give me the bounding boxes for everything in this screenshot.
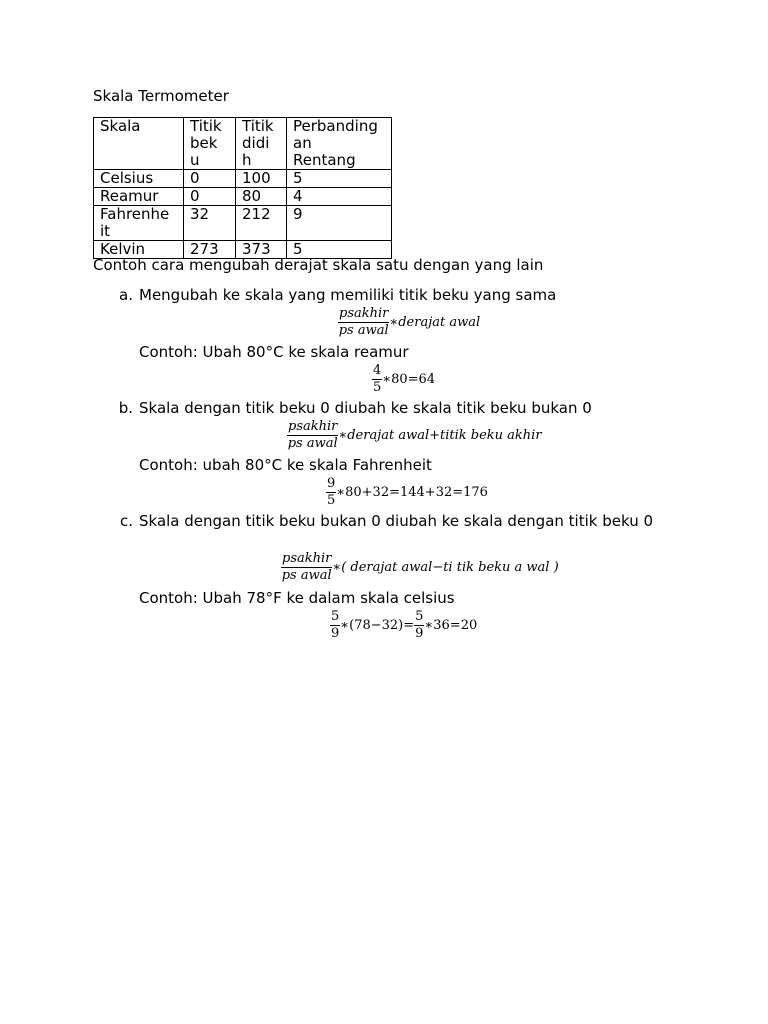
calculation-rest: ∗36=20: [424, 618, 478, 633]
fraction: [287, 419, 338, 452]
table-cell: 5: [287, 241, 392, 259]
intro-paragraph: Contoh cara mengubah derajat skala satu dengan yang lain: [93, 256, 544, 274]
header-titik-beku: Titik bek u: [190, 117, 222, 169]
fraction-numerator: 9: [327, 476, 336, 491]
table-cell: Kelvin: [94, 241, 184, 259]
header-perbandingan-rentang: Perbanding an Rentang: [293, 117, 378, 169]
fraction-numerator: psakhir: [288, 419, 338, 434]
header-skala: Skala: [100, 117, 141, 135]
calculation: [372, 363, 435, 396]
list-marker: a.: [119, 286, 133, 304]
fraction: [338, 306, 389, 339]
table-cell: 5: [287, 170, 392, 188]
cell-text: Fahrenhe it: [100, 205, 170, 240]
formula-rest: ∗derajat awal+titik beku akhir: [338, 428, 542, 443]
document-title: Skala Termometer: [93, 87, 229, 105]
fraction: [330, 609, 340, 642]
table-cell: [94, 206, 184, 241]
fraction-denominator: ps awal: [287, 436, 338, 451]
fraction-numerator: psakhir: [282, 551, 332, 566]
table-cell: Reamur: [94, 188, 184, 206]
table-cell: 0: [184, 188, 236, 206]
table-row: [94, 188, 392, 206]
list-item-text: Skala dengan titik beku 0 diubah ke skala titik beku bukan 0: [139, 399, 592, 417]
table-cell: 100: [236, 170, 287, 188]
list-item-text: Skala dengan titik beku bukan 0 diubah ke skala dengan titik beku 0: [139, 512, 654, 530]
thermometer-table: [93, 117, 392, 259]
table-cell: 9: [287, 206, 392, 241]
table-header-row: [94, 118, 392, 170]
example-text: Contoh: Ubah 80°C ke skala reamur: [139, 343, 409, 361]
fraction: [414, 609, 424, 642]
formula-rest: ∗( derajat awal−ti tik beku a wal ): [332, 560, 559, 575]
example-text: Contoh: ubah 80°C ke skala Fahrenheit: [139, 456, 432, 474]
header-cell: [94, 118, 184, 170]
table-cell: Celsius: [94, 170, 184, 188]
table-row: [94, 206, 392, 241]
fraction-numerator: 5: [415, 609, 424, 624]
calculation: [330, 609, 477, 642]
fraction-denominator: ps awal: [338, 323, 389, 338]
table-cell: 212: [236, 206, 287, 241]
example-text: Contoh: Ubah 78°F ke dalam skala celsius: [139, 589, 455, 607]
fraction: [281, 551, 332, 584]
list-marker: c.: [119, 512, 133, 530]
table-cell: 0: [184, 170, 236, 188]
header-titik-didih: Titik didi h: [242, 117, 274, 169]
calculation-rest: ∗80=64: [382, 372, 436, 387]
header-cell: [236, 118, 287, 170]
list-item-text: Mengubah ke skala yang memiliki titik beku yang sama: [139, 286, 557, 304]
fraction: [326, 476, 336, 509]
calculation-rest: ∗80+32=144+32=176: [336, 485, 488, 500]
fraction-denominator: 5: [373, 380, 382, 395]
fraction-denominator: 9: [415, 626, 424, 641]
table-cell: 273: [184, 241, 236, 259]
fraction-numerator: 4: [373, 363, 382, 378]
calculation: [326, 476, 488, 509]
list-marker: b.: [118, 399, 133, 417]
table-cell: 32: [184, 206, 236, 241]
formula: [338, 306, 480, 339]
header-cell: [287, 118, 392, 170]
fraction-numerator: 5: [331, 609, 340, 624]
calculation-rest: ∗(78−32)=: [340, 618, 415, 633]
table-cell: 4: [287, 188, 392, 206]
fraction-numerator: psakhir: [339, 306, 389, 321]
fraction-denominator: ps awal: [281, 568, 332, 583]
table-cell: 80: [236, 188, 287, 206]
header-cell: [184, 118, 236, 170]
formula: [287, 419, 542, 452]
fraction: [372, 363, 382, 396]
fraction-denominator: 9: [331, 626, 340, 641]
formula: [281, 551, 559, 584]
table-row: [94, 170, 392, 188]
table-cell: 373: [236, 241, 287, 259]
fraction-denominator: 5: [327, 493, 336, 508]
formula-rest: ∗derajat awal: [389, 315, 481, 330]
